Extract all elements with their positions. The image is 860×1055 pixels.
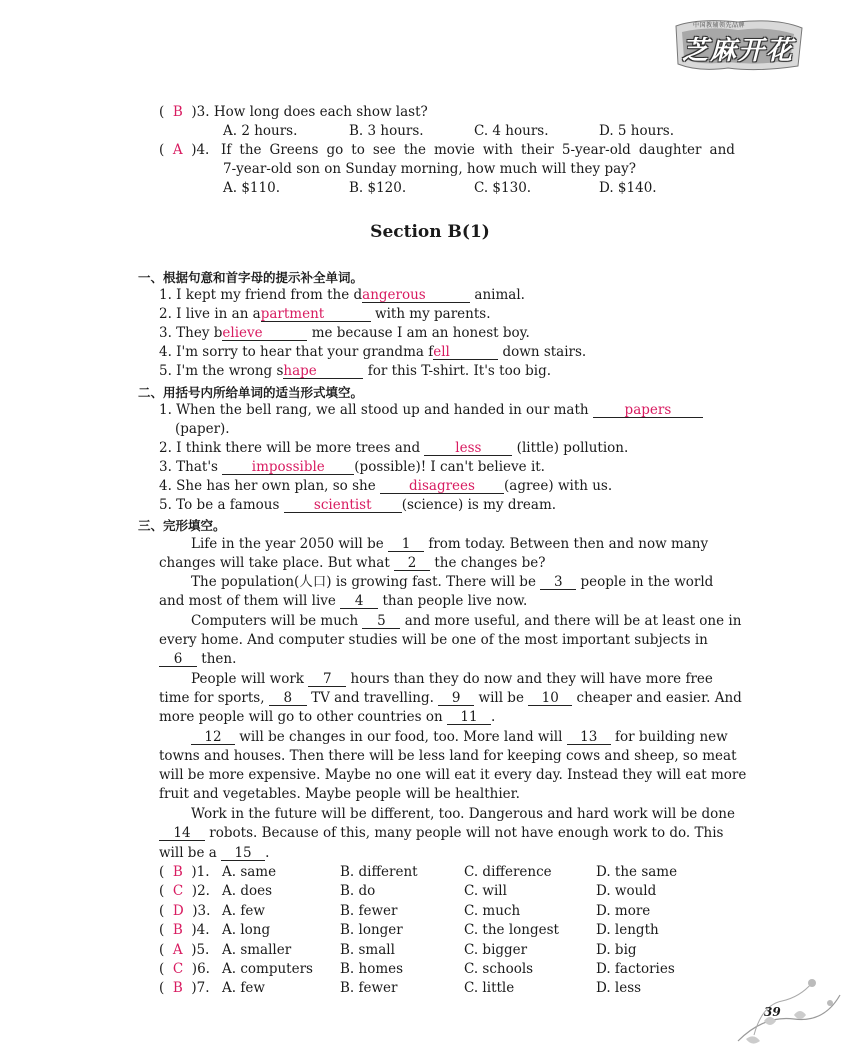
option: C. $130. [474,180,532,196]
passage-line [191,574,713,590]
cloze-question: ( B )1. [159,864,210,880]
passage-text: . [265,845,270,861]
answer-letter: A [172,142,183,158]
word: to [351,142,365,158]
word: daughter [638,142,702,158]
option: A. few [222,902,265,919]
option: D. the same [596,864,678,880]
passage-line: every home. And computer studies will be one of the most important subjects in [159,632,708,648]
option: A. $110. [223,180,280,196]
part1-item-4 [159,344,586,360]
option: A. does [222,883,273,900]
part1-item-2 [159,306,491,322]
answer-blank: partment [261,307,371,322]
word: their [520,142,554,158]
passage-line [159,825,723,841]
option: C. 4 hours. [474,123,549,139]
item-text: 2. I think there will be more trees and [159,440,425,456]
cloze-blank: 4 [340,594,378,609]
option: B. fewer [340,980,398,997]
item-text: 5. To be a famous [159,497,284,513]
item-text: animal. [470,287,525,303]
question-3: ( B )3. How long does each show last? [159,104,428,120]
passage-line [159,845,269,861]
option: B. homes [340,961,404,977]
part3-heading: 三、完形填空。 [138,518,226,533]
passage-text: The population(人口) is growing fast. There will be [191,574,541,590]
cloze-question: ( B )7. [159,980,210,997]
word: the [239,142,262,158]
word: 5-year-old [561,142,631,158]
passage-line [191,671,713,687]
part1-item-3 [159,325,530,341]
passage-text: from today. Between then and now many [424,536,709,552]
option: B. do [340,883,376,900]
question-number: )5. [191,941,210,958]
cloze-question: ( D )3. [159,902,211,919]
part2-item-3 [159,459,545,475]
option: A. few [222,980,265,997]
cloze-question: ( A )5. [159,941,210,958]
option: C. schools [464,961,534,977]
word: Greens [269,142,319,158]
passage-text: TV and travelling. [306,690,439,706]
option: B. fewer [340,902,398,919]
passage-text: the changes be? [430,555,546,571]
word: and [709,142,735,158]
question-number: )7. [191,980,210,997]
option: C. bigger [464,941,528,958]
passage-text: Computers will be much [191,613,363,629]
passage-line [159,555,546,571]
cloze-blank: 12 [191,730,235,745]
page-number: 39 [764,1005,781,1019]
item-text: for this T-shirt. It's too big. [363,363,552,379]
question-number: )3. [191,104,210,120]
cloze-blank: 14 [159,826,205,841]
word: with [482,142,513,158]
cloze-blank: 9 [438,691,474,706]
passage-text: will be [474,690,529,706]
item-text: 3. That's [159,459,223,475]
passage-line [159,709,495,725]
passage-text: time for sports, [159,690,269,706]
question-4-prefix: ( A )4. [159,142,210,158]
answer-letter: A [172,941,183,958]
logo-tagline: 中国教辅领先品牌 [693,22,746,29]
cloze-blank: 6 [159,652,197,667]
vine-decoration [734,975,844,1045]
option: C. will [464,883,507,900]
answer-letter: B [172,864,183,880]
option: C. difference [464,864,552,880]
passage-line [191,613,741,629]
part1-item-5 [159,363,551,379]
option: D. more [596,902,651,919]
cloze-blank: 10 [528,691,572,706]
cloze-question: ( C )2. [159,883,210,900]
part1-item-1 [159,287,525,303]
item-text: 3. They b [159,325,223,341]
logo-title: 芝麻开花 [682,36,795,66]
item-text: 4. I'm sorry to hear that your grandma f [159,344,434,360]
part2-item-1 [159,402,703,418]
answer-letter: C [172,883,184,900]
answer-letter: C [172,961,184,977]
option: C. the longest [464,922,559,939]
option: D. big [596,941,637,958]
passage-line [159,690,742,706]
passage-text: people in the world [576,574,714,590]
cloze-blank: 13 [567,730,611,745]
question-number: )6. [191,961,210,977]
word: If [221,142,232,158]
word: go [326,142,344,158]
cloze-question: ( C )6. [159,961,210,977]
option: B. $120. [349,180,407,196]
answer-blank: elieve [222,326,307,341]
answer-blank: papers [593,403,703,418]
answer-blank: impossible [222,460,354,475]
part2-heading: 二、用括号内所给单词的适当形式填空。 [138,385,364,400]
question-number: )4. [191,142,210,158]
answer-letter: B [172,922,183,939]
option: D. length [596,922,659,939]
cloze-blank: 7 [308,672,346,687]
passage-text: changes will take place. But what [159,555,395,571]
option: B. different [340,864,418,880]
cloze-blank: 8 [269,691,307,706]
cloze-blank: 15 [221,846,265,861]
passage-line: fruit and vegetables. Maybe people will be healthier. [159,786,520,802]
part1-heading: 一、根据句意和首字母的提示补全单词。 [138,270,364,285]
answer-blank: scientist [284,498,402,513]
option: D. $140. [599,180,657,196]
passage-text: and most of them will live [159,593,341,609]
option: A. computers [222,961,313,977]
option: C. little [464,980,515,997]
passage-text: and more useful, and there will be at least one in [400,613,742,629]
item-text: (possible)! I can't believe it. [354,459,545,475]
passage-text: hours than they do now and they will have more free [346,671,713,687]
answer-letter: B [172,980,183,997]
item-text: 1. I kept my friend from the d [159,287,363,303]
passage-line: Work in the future will be different, too. Dangerous and hard work will be done [191,806,735,822]
item-text: with my parents. [370,306,491,322]
passage-text: more people will go to other countries on [159,709,447,725]
option: B. small [340,941,395,958]
passage-text: Life in the year 2050 will be [191,536,389,552]
passage-text: People will work [191,671,309,687]
option: A. smaller [222,941,292,958]
answer-letter: B [172,104,183,120]
option: D. would [596,883,657,900]
option: D. less [596,980,642,997]
option: D. factories [596,961,675,977]
cloze-question: ( B )4. [159,922,210,939]
option: C. much [464,902,521,919]
item-text: me because I am an honest boy. [307,325,530,341]
part2-item-1-cont: (paper). [175,421,230,437]
part2-item-4 [159,478,612,494]
answer-blank: less [424,441,512,456]
option: A. long [222,922,271,939]
passage-line [191,536,708,552]
passage-text: then. [197,651,237,667]
cloze-blank: 5 [362,614,400,629]
passage-line [159,593,527,609]
cloze-blank: 1 [388,537,424,552]
option: D. 5 hours. [599,123,674,139]
section-title: Section B(1) [370,222,490,242]
cloze-blank: 11 [447,710,491,725]
question-4-line2: 7-year-old son on Sunday morning, how much will they pay? [223,161,637,177]
item-text: 2. I live in an a [159,306,261,322]
cloze-blank: 2 [394,556,430,571]
answer-blank: disagrees [380,479,504,494]
question-4-line1 [221,142,735,158]
answer-letter: D [172,902,184,919]
passage-text: will be changes in our food, too. More land will [235,729,567,745]
item-text: (little) pollution. [512,440,629,456]
passage-text: robots. Because of this, many people will not have enough work to do. This [205,825,724,841]
cloze-blank: 3 [540,575,576,590]
question-number: )2. [191,883,210,900]
passage-line: towns and houses. Then there will be less land for keeping cows and sheep, so meat [159,748,737,764]
item-text: (agree) with us. [504,478,613,494]
question-number: )1. [191,864,210,880]
option: B. 3 hours. [349,123,424,139]
word: see [372,142,396,158]
question-number: )4. [191,922,210,939]
item-text: 4. She has her own plan, so she [159,478,380,494]
option: A. same [222,864,277,880]
passage-text: for building new [610,729,728,745]
passage-text: than people live now. [378,593,528,609]
passage-line [159,651,236,667]
passage-text: will be a [159,845,222,861]
item-text: 5. I'm the wrong s [159,363,284,379]
part2-item-2 [159,440,628,456]
option: A. 2 hours. [223,123,298,139]
word: the [403,142,426,158]
item-text: 1. When the bell rang, we all stood up and handed in our math [159,402,589,418]
answer-blank: ell [433,345,498,360]
item-text: down stairs. [498,344,587,360]
question-text: How long does each show last? [213,104,428,120]
word: movie [434,142,475,158]
passage-line: will be more expensive. Maybe no one will eat it every day. Instead they will eat more [159,767,747,783]
passage-line [191,729,728,745]
item-text: (science) is my dream. [401,497,557,513]
answer-blank: angerous [362,288,470,303]
passage-text: . [490,709,496,725]
question-number: )3. [192,902,211,919]
answer-blank: hape [283,364,363,379]
passage-text: cheaper and easier. And [572,690,742,706]
part2-item-5 [159,497,556,513]
option: B. longer [340,922,403,939]
